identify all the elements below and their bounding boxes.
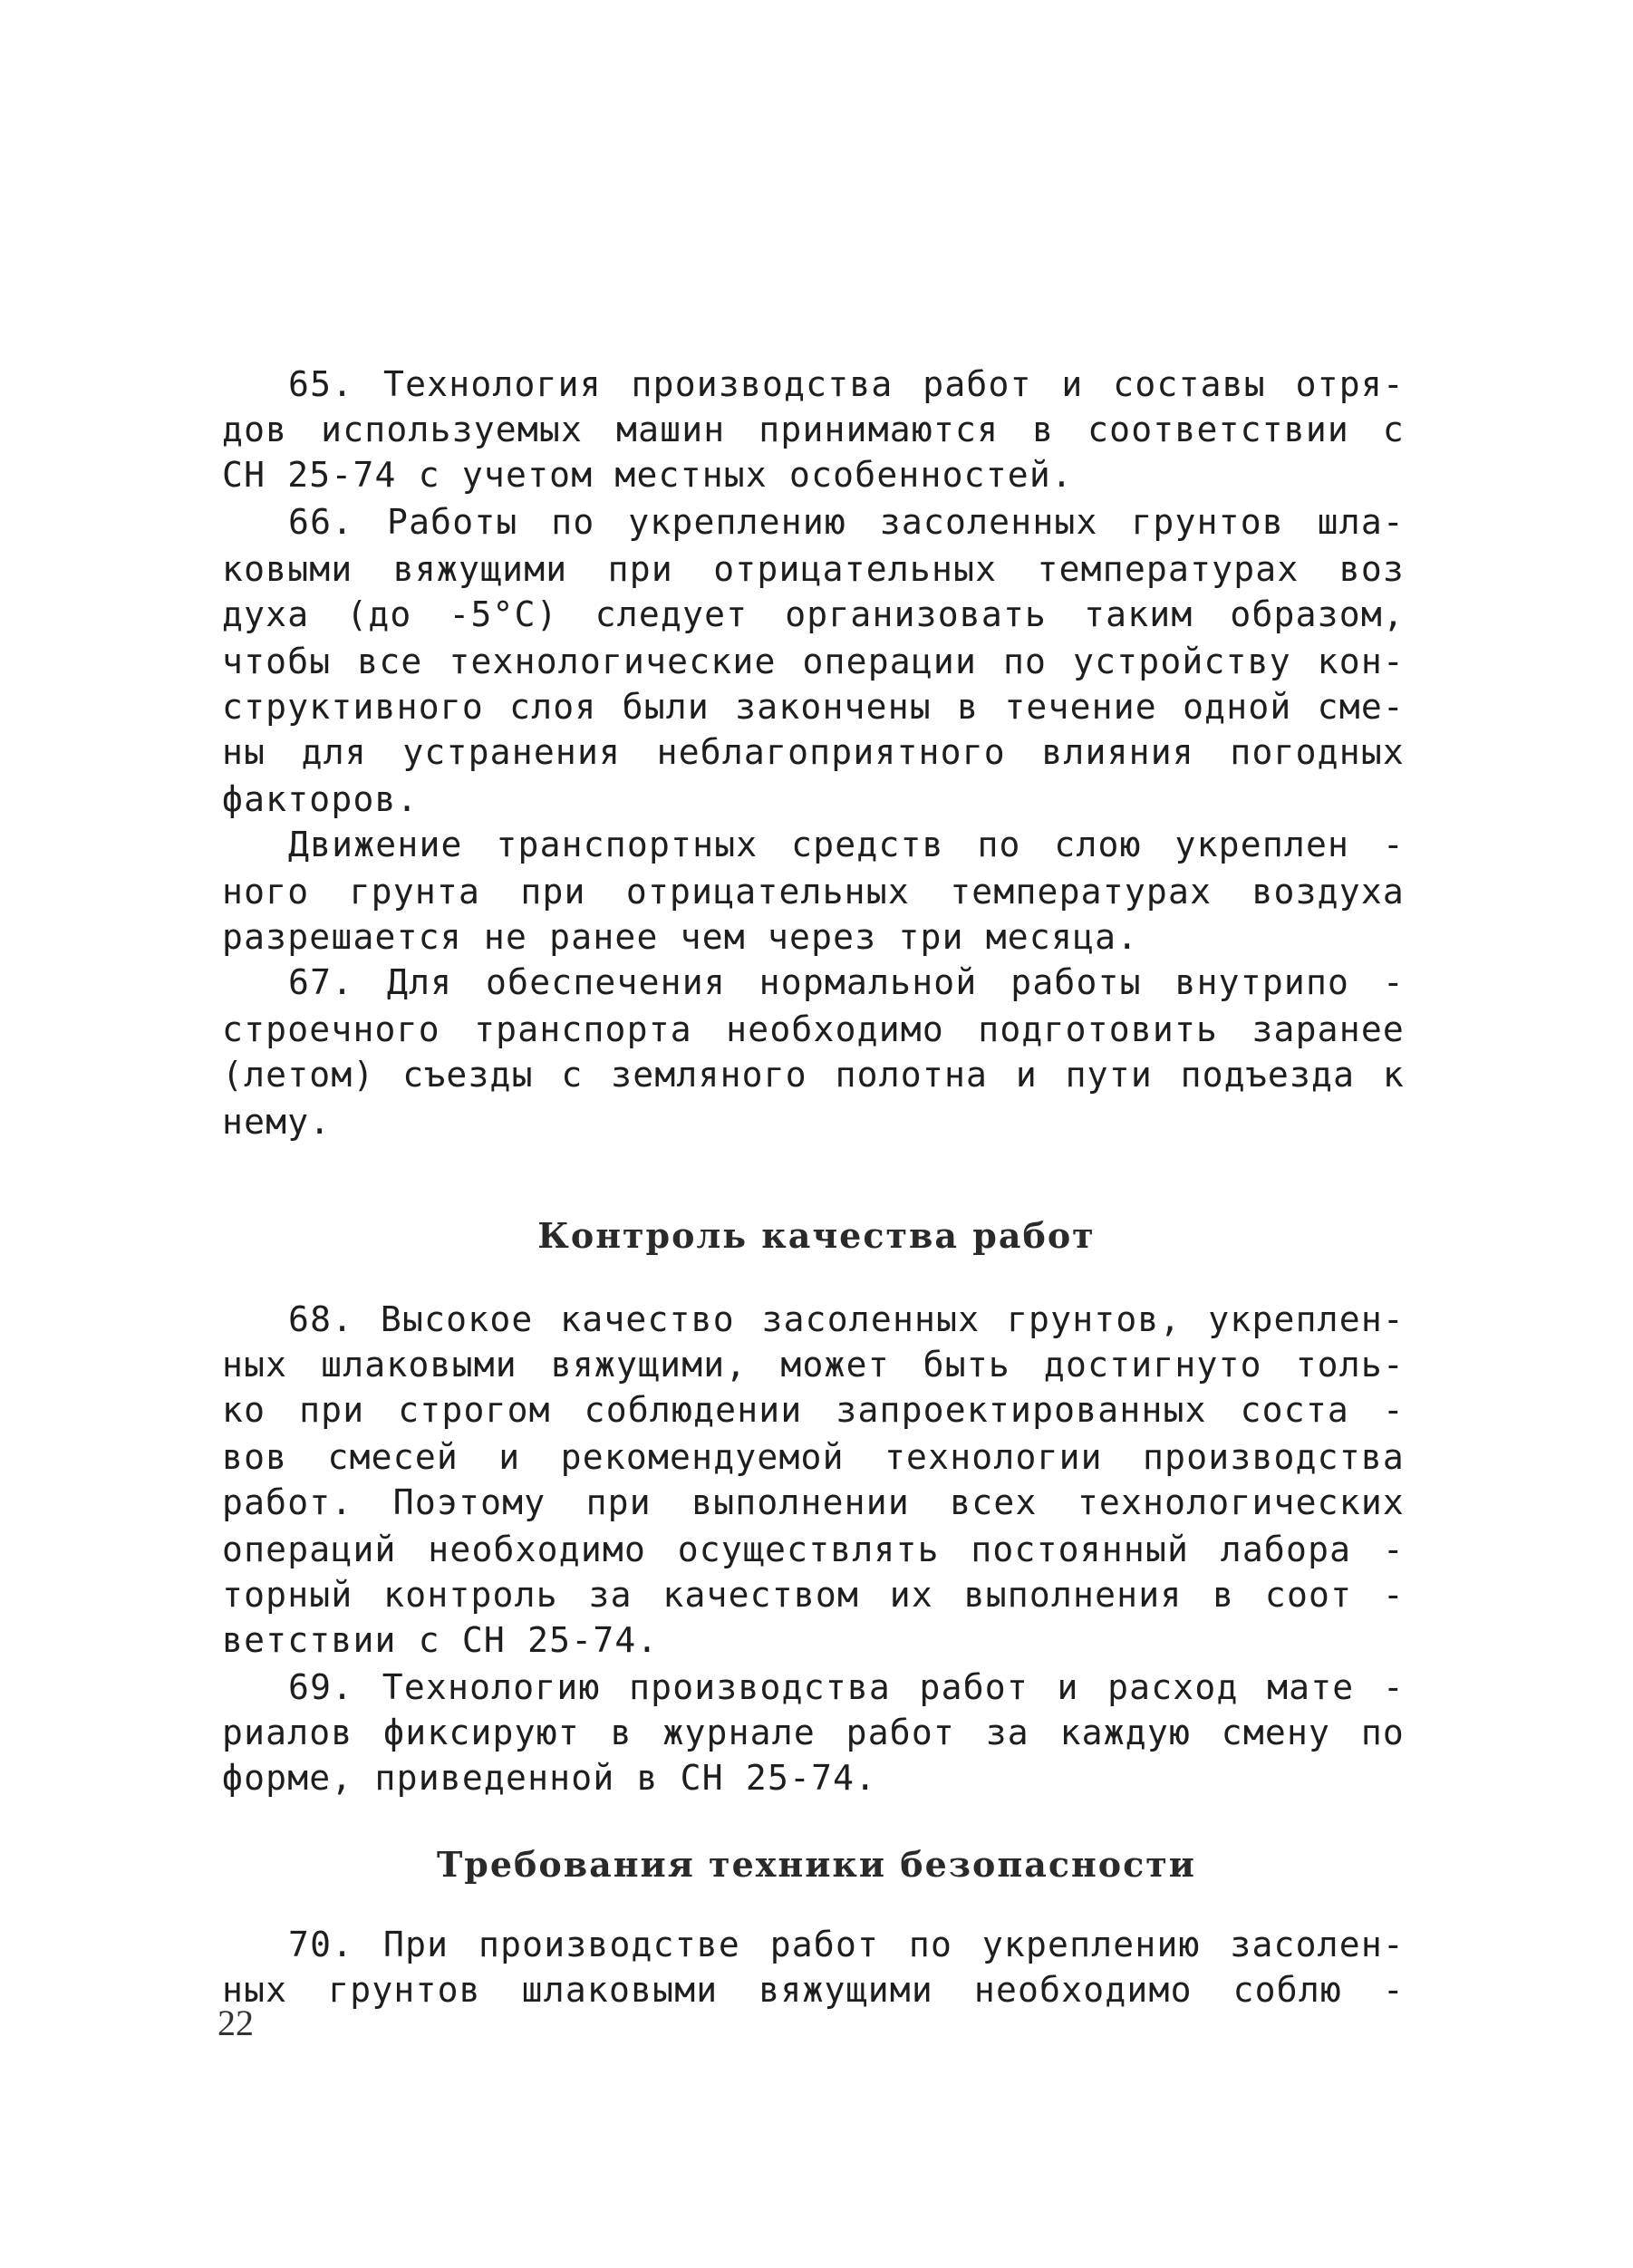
text-line: СН 25-74 с учетом местных особенностей.: [222, 455, 1074, 495]
section-heading-quality-control: Контроль качества работ: [537, 1215, 1096, 1256]
text-line: работ. Поэтому при выполнении всех технологических: [222, 1482, 1405, 1522]
text-line: торный контроль за качеством их выполнения в соот -: [222, 1575, 1405, 1615]
text-line: 65. Технология производства работ и составы отря-: [288, 364, 1405, 404]
text-line: нему.: [222, 1102, 332, 1142]
text-line: ны для устранения неблагоприятного влияния погодных: [222, 732, 1405, 772]
text-line: 68. Высокое качество засоленных грунтов, укреплен-: [288, 1299, 1405, 1339]
text-line: ветствии с СН 25-74.: [222, 1620, 659, 1660]
section-heading-safety: Требования техники безопасности: [437, 1844, 1196, 1885]
page-number: 22: [217, 2003, 254, 2043]
text-line: ного грунта при отрицательных температурах воздуха: [222, 872, 1405, 912]
text-line: ко при строгом соблюдении запроектированных соста -: [222, 1390, 1405, 1430]
text-line: строечного транспорта необходимо подготовить заранее: [222, 1009, 1405, 1049]
text-line: ковыми вяжущими при отрицательных температурах воз: [222, 549, 1405, 589]
text-line: риалов фиксируют в журнале работ за каждую смену по: [222, 1713, 1405, 1752]
text-line: разрешается не ранее чем через три месяца.: [222, 917, 1139, 957]
text-line: 69. Технологию производства работ и расход мате -: [288, 1667, 1405, 1707]
text-line: операций необходимо осуществлять постоянный лабора -: [222, 1530, 1405, 1569]
text-line: ных грунтов шлаковыми вяжущими необходимо соблю -: [222, 1970, 1405, 2010]
text-line: 67. Для обеспечения нормальной работы внутрипо -: [288, 962, 1405, 1002]
text-line: дов используемых машин принимаются в соответствии с: [222, 410, 1405, 449]
text-line: ных шлаковыми вяжущими, может быть достигнуто толь-: [222, 1345, 1405, 1385]
text-line: факторов.: [222, 779, 419, 819]
text-line: вов смесей и рекомендуемой технологии производства: [222, 1437, 1405, 1477]
text-line: форме, приведенной в СН 25-74.: [222, 1758, 877, 1798]
text-line: 70. При производстве работ по укреплению засолен-: [288, 1925, 1405, 1964]
text-line: чтобы все технологические операции по устройству кон-: [222, 642, 1405, 681]
text-line: структивного слоя были закончены в течение одной сме-: [222, 687, 1405, 727]
text-line: духа (до -5°С) следует организовать таким образом,: [222, 594, 1405, 634]
text-line: (летом) съезды с земляного полотна и пути подъезда к: [222, 1055, 1405, 1095]
text-line: 66. Работы по укреплению засоленных грунтов шла-: [288, 502, 1405, 542]
text-line: Движение транспортных средств по слою укреплен -: [288, 825, 1405, 864]
